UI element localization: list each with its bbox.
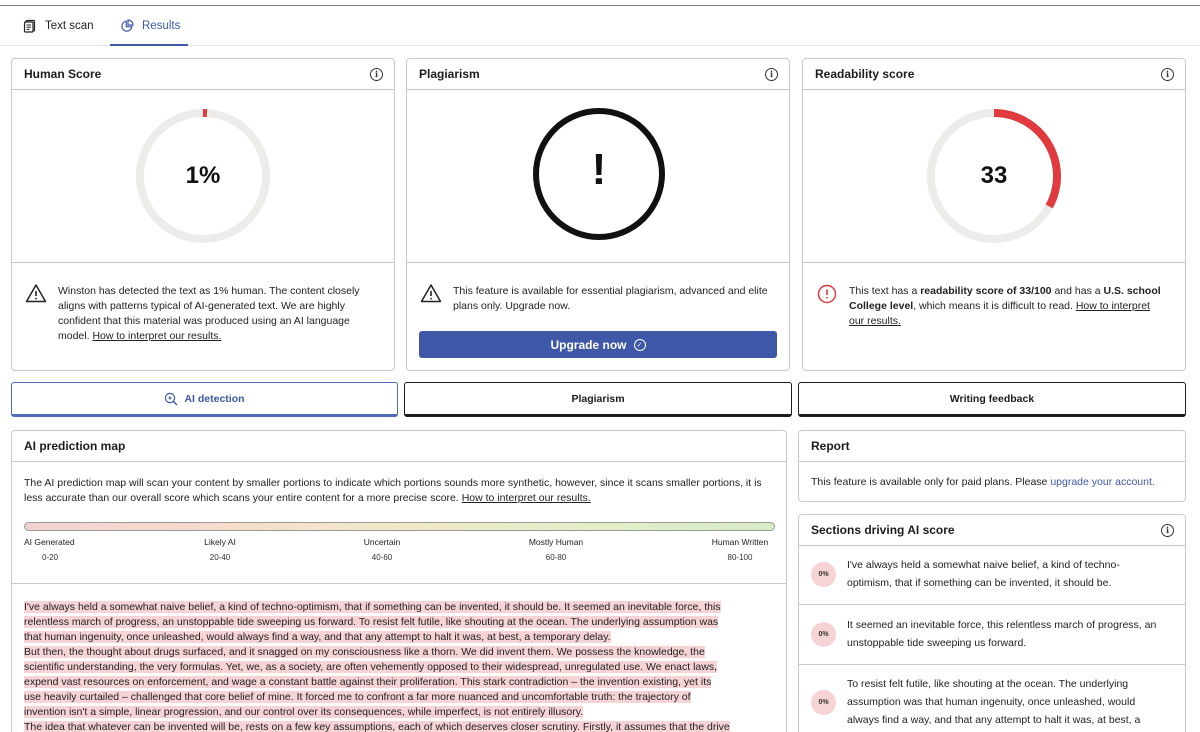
section-text-line: It seemed an inevitable force, this relentless march of progress, an (847, 619, 1157, 631)
section-text-line: assumption was that human ingenuity, once unleashed, would (847, 696, 1136, 708)
results-tab-bar (0, 6, 1200, 46)
scale-label: AI Generated (24, 537, 75, 547)
tab-text-scan-label: Text scan (45, 20, 94, 32)
section-score-badge: 0% (811, 622, 836, 647)
plagiarism-mode-label: Plagiarism (571, 392, 625, 405)
tab-results[interactable] (120, 6, 180, 46)
sections-title: Sections driving AI score (811, 523, 955, 537)
text-line (24, 720, 764, 732)
pie-chart-icon (120, 19, 134, 33)
report-body (799, 462, 1185, 502)
readability-desc-2: and has a (1051, 285, 1104, 297)
ai-detection-button[interactable] (11, 382, 398, 417)
plagiarism-card (406, 58, 790, 371)
human-score-value: 1% (185, 162, 221, 189)
readability-score-emphasis: readability score of 33/100 (920, 285, 1052, 297)
readability-desc-3: , which means it is difficult to read. (913, 300, 1076, 312)
human-score-card (11, 58, 395, 371)
readability-gauge-area (803, 90, 1185, 263)
text-line (24, 690, 764, 705)
scale-range: 60-80 (545, 553, 567, 562)
section-text-line: To resist felt futile, like shouting at the ocean. The underlying (847, 678, 1129, 690)
plagiarism-description (407, 263, 789, 314)
section-item[interactable] (799, 546, 1185, 605)
text-line (24, 600, 764, 615)
interpret-results-link[interactable]: How to interpret our results. (92, 330, 222, 342)
ai-search-icon (164, 392, 178, 406)
human-score-description (12, 263, 394, 344)
section-score-badge: 0% (811, 690, 836, 715)
scale-uncertain (352, 537, 412, 562)
text-line (24, 705, 764, 720)
scale-label: Human Written (711, 537, 769, 547)
text-line (24, 615, 764, 630)
scale-range: 40-60 (371, 553, 393, 562)
ai-score-gradient-bar (24, 522, 775, 531)
section-text (847, 675, 1175, 729)
scale-likely-ai (190, 537, 250, 562)
text-line (24, 645, 764, 660)
interpret-results-link[interactable]: How to interpret our results. (461, 492, 591, 504)
readability-card (802, 58, 1186, 371)
readability-description (803, 263, 1185, 329)
report-card (798, 430, 1186, 502)
divider (12, 583, 786, 584)
readability-desc-1: This text has a (849, 285, 921, 297)
upgrade-account-link[interactable]: upgrade your account. (1050, 476, 1155, 488)
plagiarism-mode-button[interactable] (404, 382, 792, 417)
upgrade-now-label: Upgrade now (550, 337, 627, 352)
section-text (847, 556, 1175, 592)
plagiarism-title: Plagiarism (419, 67, 480, 81)
scale-range: 80-100 (727, 553, 753, 562)
ai-prediction-map-title: AI prediction map (24, 439, 126, 453)
ai-prediction-map-card (11, 430, 787, 732)
report-text: This feature is available only for paid plans. Please (811, 476, 1051, 488)
scale-range: 20-40 (209, 553, 231, 562)
scale-label: Mostly Human (528, 537, 584, 547)
info-icon[interactable]: i (765, 68, 778, 81)
human-score-title: Human Score (24, 67, 102, 81)
text-line (24, 675, 764, 690)
section-item[interactable] (799, 665, 1185, 732)
readability-value: 33 (980, 162, 1008, 189)
section-text-line: always find a way, and that any attempt to halt it was, at best, a (847, 714, 1141, 726)
highlighted-sentence[interactable]: expend vast resources on enforcement, and wage a constant battle against their proliferation. This stark contradiction – the invention existing, yet its (24, 676, 712, 688)
alert-circle-icon (816, 283, 838, 305)
warning-triangle-icon (25, 283, 47, 303)
text-line (24, 630, 764, 645)
school-level-emphasis: U.S. school College level (849, 285, 1161, 312)
document-scan-icon (23, 19, 37, 33)
plagiarism-gauge-area (407, 90, 789, 263)
writing-feedback-label: Writing feedback (949, 392, 1035, 405)
active-tab-indicator (110, 44, 188, 46)
upgrade-now-button[interactable] (419, 331, 777, 358)
highlighted-sentence[interactable]: scientific understanding, the very formulas. Yet, we, as a society, are often vehemently opposed to their widespread, unregulated use. We enact laws, (24, 661, 718, 673)
info-icon[interactable]: i (1161, 524, 1174, 537)
warning-triangle-icon (420, 283, 442, 303)
scale-ai-generated (24, 537, 75, 562)
section-text-line: optimism, that if something can be invented, it should be. (847, 577, 1112, 589)
section-item[interactable] (799, 605, 1185, 665)
scale-human-written (700, 537, 780, 562)
scale-mostly-human (516, 537, 596, 562)
map-intro-body: The AI prediction map will scan your content by smaller portions to indicate which portions sounds more synthetic, however, since it scans smaller portions, it is less accurate than our overall score which scans your entire content for a more precise score. (24, 477, 762, 504)
human-score-gauge-area (12, 90, 394, 263)
info-icon[interactable]: i (1161, 68, 1174, 81)
highlighted-sentence[interactable]: But then, the thought about drugs surfaced, and it snagged on my consciousness like a thorn. We did invent them. We possess the knowledge, the (24, 646, 705, 658)
highlighted-sentence[interactable]: that human ingenuity, once unleashed, would always find a way, and that any attempt to halt it was, at best, a temporary delay. (24, 631, 611, 643)
sections-driving-ai-score-card (798, 514, 1186, 732)
highlighted-sentence[interactable]: I've always held a somewhat naive belief, a kind of techno-optimism, that if something can be invented, it should be. It seemed an inevitable force, this (24, 601, 721, 613)
section-text (847, 616, 1175, 652)
highlighted-sentence[interactable]: use heavily curtailed – challenged that core belief of mine. It forced me to confront a far more nuanced and uncomfortable truth: the trajectory of (24, 691, 691, 703)
section-text-line: I've always held a somewhat naive belief, a kind of techno- (847, 559, 1120, 571)
scale-label: Likely AI (204, 537, 236, 547)
highlighted-sentence[interactable]: The idea that whatever can be invented will be, rests on a few key assumptions, each of which deserves closer scrutiny. Firstly, it assumes that the drive (24, 721, 730, 732)
section-text-line: unstoppable tide sweeping us forward. (847, 637, 1027, 649)
scale-range: 0-20 (42, 553, 59, 562)
highlighted-sentence[interactable]: relentless march of progress, an unstoppable tide sweeping us forward. To resist felt futile, like shouting at the ocean. The underlying assumption was (24, 616, 719, 628)
human-score-desc-text: Winston has detected the text as 1% human. The content closely aligns with patterns typical of AI-generated text. We are highly confident that this material was produced using an AI language model. (58, 285, 360, 342)
highlighted-sentence[interactable]: invention isn't a simple, linear progression, and our control over its consequences, while imperfect, is not entirely illusory. (24, 706, 584, 718)
writing-feedback-button[interactable] (798, 382, 1186, 417)
info-icon[interactable]: i (370, 68, 383, 81)
ai-detection-label: AI detection (184, 392, 245, 405)
report-title: Report (811, 439, 850, 453)
interpret-results-link[interactable]: How to interpret our results. (849, 300, 1150, 327)
section-score-badge: 0% (811, 562, 836, 587)
text-line (24, 660, 764, 675)
tab-results-label: Results (142, 20, 181, 32)
plagiarism-desc-text: This feature is available for essential plagiarism, advanced and elite plans only. Upgrade now. (453, 285, 768, 312)
map-intro-text (12, 462, 786, 524)
highlighted-text-body (24, 600, 764, 732)
readability-title: Readability score (815, 67, 915, 81)
tab-text-scan[interactable] (23, 6, 94, 46)
scale-label: Uncertain (363, 537, 401, 547)
plagiarism-exclamation: ! (591, 145, 607, 194)
check-circle-icon: ✓ (634, 339, 646, 351)
